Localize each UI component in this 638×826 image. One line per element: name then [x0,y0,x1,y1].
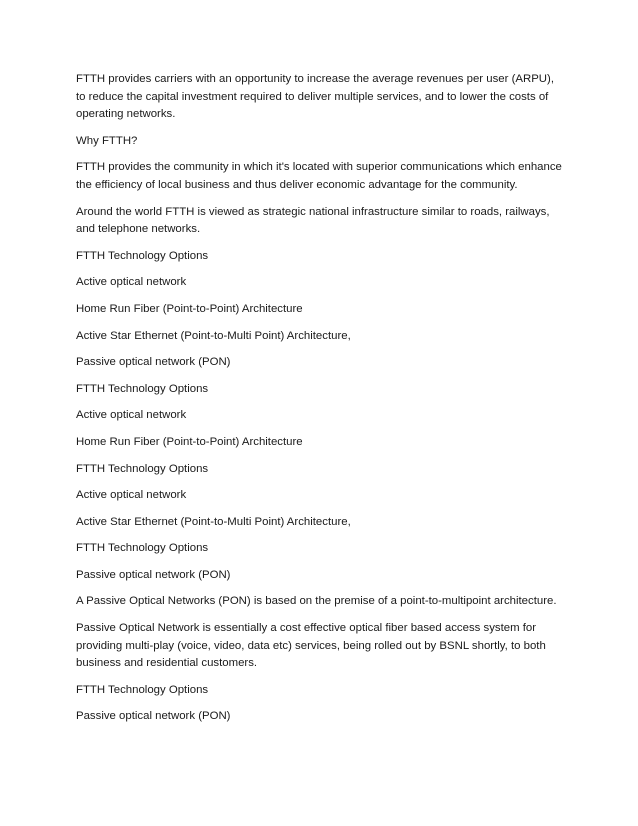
paragraph-passive-optical: Passive optical network (PON) [76,356,231,369]
paragraph-active-star: Active Star Ethernet (Point-to-Multi Point) Architecture, [76,329,351,342]
paragraph-technology-options: FTTH Technology Options [76,382,209,395]
paragraph-active-star: Active Star Ethernet (Point-to-Multi Point) Architecture, [76,515,351,528]
document-body [76,71,564,735]
paragraph-active-optical: Active optical network [76,409,187,422]
paragraph-ftth-carriers: FTTH provides carriers with an opportunity to increase the average revenues per user (ARPU), to reduce the capital investment required to deliver multiple services, and to lower the costs of operating networks. [76,73,554,121]
paragraph-passive-optical: Passive optical network (PON) [76,710,231,723]
paragraph-technology-options: FTTH Technology Options [76,249,209,262]
paragraph-technology-options: FTTH Technology Options [76,683,209,696]
paragraph-pon-description: Passive Optical Network is essentially a cost effective optical fiber based access system for providing multi-play (voice, video, data etc) services, being rolled out by BSNL shortly, to both business and residential customers. [76,622,546,670]
paragraph-ftth-community: FTTH provides the community in which it's located with superior communications which enhance the efficiency of local business and thus deliver economic advantage for the community. [76,161,562,191]
paragraph-home-run-fiber: Home Run Fiber (Point-to-Point) Architecture [76,302,303,315]
paragraph-around-world: Around the world FTTH is viewed as strategic national infrastructure similar to roads, railways, and telephone networks. [76,205,550,236]
paragraph-active-optical: Active optical network [76,276,187,289]
paragraph-active-optical: Active optical network [76,489,187,502]
paragraph-why-ftth: Why FTTH? [76,134,138,147]
paragraph-technology-options: FTTH Technology Options [76,462,209,475]
paragraph-home-run-fiber: Home Run Fiber (Point-to-Point) Architecture [76,435,303,448]
paragraph-technology-options: FTTH Technology Options [76,542,209,555]
paragraph-pon-premise: A Passive Optical Networks (PON) is based on the premise of a point-to-multipoint architecture. [76,595,557,608]
paragraph-passive-optical: Passive optical network (PON) [76,568,231,581]
